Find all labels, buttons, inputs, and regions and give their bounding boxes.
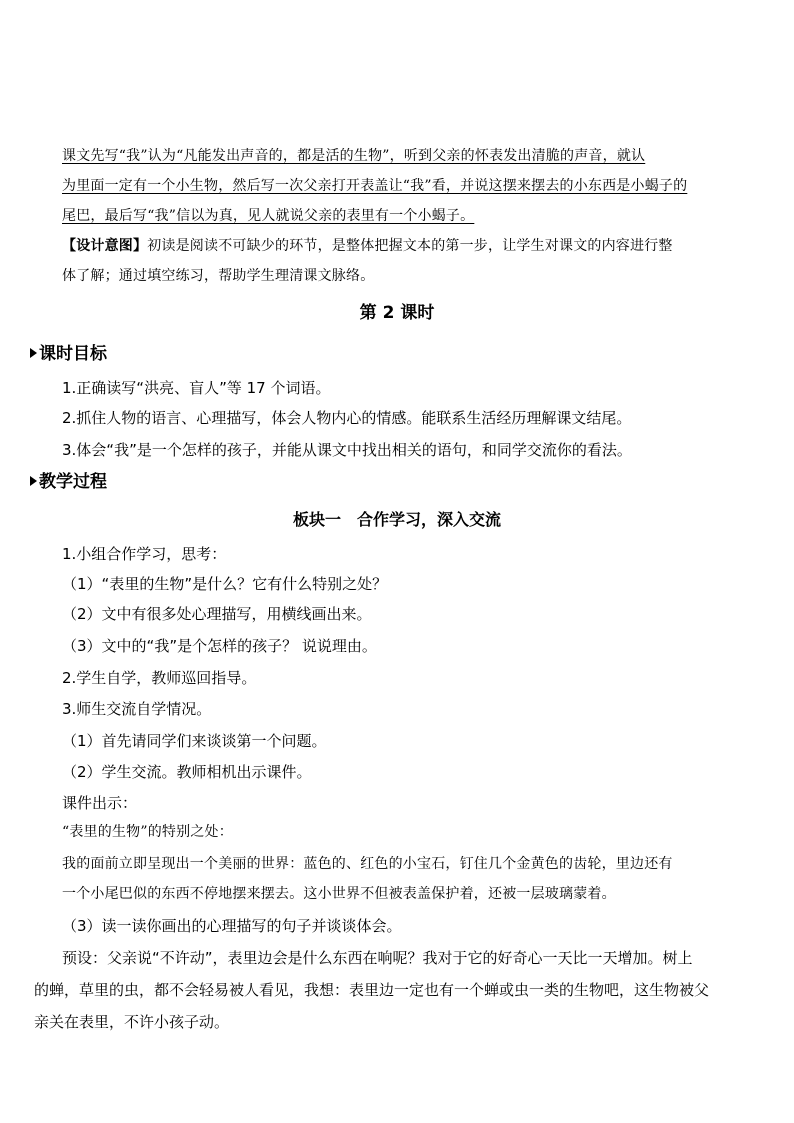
summary-line-3	[62, 206, 474, 226]
design-intent-label: 【设计意图】	[62, 238, 148, 254]
objective-item: 1.正确读写“洪亮、盲人”等 17 个词语。	[62, 379, 331, 397]
design-intent-line-2: 体了解；通过填空练习，帮助学生理清课文脉络。	[62, 268, 375, 284]
objectives-heading	[30, 344, 107, 364]
process-line: （2）文中有很多处心理描写，用横线画出来。	[62, 605, 372, 623]
process-line: （1）“表里的生物”是什么？它有什么特别之处？	[62, 575, 388, 593]
process-line: （1）首先请同学们来谈谈第一个问题。	[62, 732, 327, 750]
lesson-title: 第 2 课时	[359, 303, 435, 323]
objective-item: 2.抓住人物的语言、心理描写，体会人物内心的情感。能联系生活经历理解课文结尾。	[62, 409, 632, 427]
objective-item: 3.体会“我”是一个怎样的孩子，并能从课文中找出相关的语句，和同学交流你的看法。	[62, 441, 632, 459]
preset-line-3: 亲关在表里，不许小孩子动。	[34, 1013, 230, 1031]
process-heading-text: 教学过程	[39, 472, 107, 492]
process-line: 1.小组合作学习，思考：	[62, 545, 227, 563]
preset-line-1: 预设：父亲说“不许动”，表里边会是什么东西在响呢？我对于它的好奇心一天比一天增加。树上	[62, 949, 693, 967]
process-line: 3.师生交流自学情况。	[62, 700, 212, 718]
courseware-line-2: 一个小尾巴似的东西不停地摆来摆去。这小世界不但被表盖保护着，还被一层玻璃蒙着。	[62, 886, 616, 902]
summary-line-2: 为里面一定有一个小生物，然后写一次父亲打开表盖让“我”看，并说这摆来摆去的小东西是小蝎子的	[62, 178, 688, 194]
triangle-marker-icon	[30, 476, 37, 486]
preset-line-2: 的蝉，草里的虫，都不会轻易被人看见，我想：表里边一定也有一个蝉或虫一类的生物吧，这生物被父	[34, 981, 710, 999]
design-intent-line-1	[62, 236, 673, 256]
process-line: （2）学生交流。教师相机出示课件。	[62, 763, 312, 781]
courseware-line-1: 我的面前立即呈现出一个美丽的世界：蓝色的、红色的小宝石，钉住几个金黄色的齿轮，里边还有	[62, 856, 673, 872]
process-step-3: （3）读一读你画出的心理描写的句子并谈谈体会。	[62, 917, 402, 935]
block-title: 板块一 合作学习，深入交流	[292, 510, 501, 529]
objectives-heading-text: 课时目标	[39, 344, 107, 364]
summary-line-1: 课文先写“我”认为“凡能发出声音的，都是活的生物”，听到父亲的怀表发出清脆的声音，就认	[62, 148, 646, 164]
process-heading	[30, 472, 107, 492]
summary-line-3-text: 尾巴，最后写“我”信以为真，见人就说父亲的表里有一个小蝎子。	[62, 208, 475, 224]
courseware-caption: “表里的生物”的特别之处：	[62, 824, 233, 840]
process-line: （3）文中的“我”是个怎样的孩子？ 说说理由。	[62, 637, 377, 655]
process-line: 2.学生自学，教师巡回指导。	[62, 669, 257, 687]
process-line: 课件出示：	[62, 794, 138, 812]
design-intent-text-1: 初读是阅读不可缺少的环节，是整体把握文本的第一步，让学生对课文的内容进行整	[147, 238, 673, 254]
triangle-marker-icon	[30, 348, 37, 358]
